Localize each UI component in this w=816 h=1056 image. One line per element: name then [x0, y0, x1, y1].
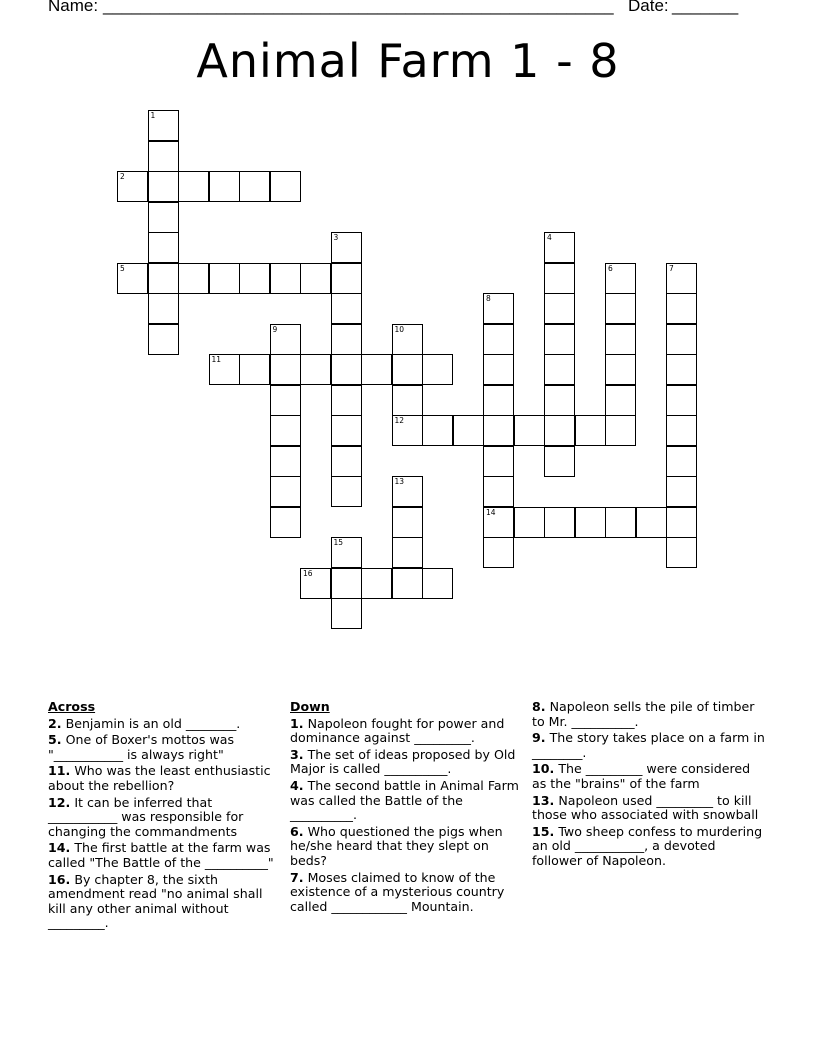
grid-cell[interactable]: [605, 507, 636, 538]
grid-cell[interactable]: [666, 476, 697, 507]
clue-number: 7: [669, 263, 674, 273]
clue-text: The _________ were considered as the "brains" of the farm: [532, 761, 751, 791]
clue-number-label: 2.: [48, 715, 62, 731]
grid-cell[interactable]: [239, 171, 270, 202]
grid-cell[interactable]: [544, 354, 575, 385]
clue-number: 4: [547, 233, 552, 242]
grid-cell[interactable]: [666, 324, 697, 355]
clue-text: Who questioned the pigs when he/she heard that they slept on beds?: [290, 823, 503, 868]
grid-cell[interactable]: [605, 324, 636, 355]
clue-item: [48, 841, 276, 870]
clue-text: Two sheep confess to murdering an old ___________, a devoted follower of Napoleon.: [532, 823, 763, 868]
grid-cell[interactable]: [544, 446, 575, 477]
grid-cell[interactable]: [483, 293, 514, 324]
grid-cell[interactable]: [666, 415, 697, 446]
down-clues: [290, 700, 520, 916]
grid-cell[interactable]: [483, 446, 514, 477]
clue-number-label: 10.: [532, 761, 555, 777]
clue-number-label: 13.: [532, 792, 555, 808]
grid-cell[interactable]: [666, 293, 697, 324]
clue-number: 16: [303, 568, 313, 578]
clue-text: Napoleon used _________ to kill those who associated with snowball: [532, 792, 759, 823]
clue-text: The story takes place on a farm in ________.: [532, 730, 765, 760]
down-heading: Down: [290, 699, 330, 714]
across-clues: [48, 700, 276, 933]
grid-cell[interactable]: [148, 232, 179, 263]
grid-cell[interactable]: [178, 263, 209, 294]
grid-cell[interactable]: [148, 202, 179, 233]
grid-cell[interactable]: [392, 354, 423, 385]
grid-cell[interactable]: [544, 415, 575, 446]
grid-cell[interactable]: [117, 263, 148, 294]
clue-item: [532, 731, 768, 760]
clue-item: [532, 825, 768, 869]
grid-cell[interactable]: [270, 171, 301, 202]
clue-item: [290, 825, 520, 869]
clue-item: [532, 794, 768, 823]
header: [48, 0, 768, 18]
clue-number: 3: [333, 233, 339, 242]
grid-cell[interactable]: [453, 415, 484, 446]
grid-cell[interactable]: [270, 354, 301, 385]
grid-cell[interactable]: [483, 476, 514, 507]
clue-item: [290, 717, 520, 746]
grid-cell[interactable]: [148, 263, 179, 294]
clue-number-label: 9.: [532, 730, 546, 746]
clue-number-label: 12.: [48, 794, 71, 810]
clue-number: 9: [272, 324, 278, 334]
clue-number: 1: [150, 111, 156, 120]
grid-cell[interactable]: [392, 415, 423, 446]
grid-cell[interactable]: [331, 446, 362, 477]
grid-cell[interactable]: [666, 446, 697, 477]
clue-number-label: 3.: [290, 746, 304, 762]
grid-cell[interactable]: [361, 568, 392, 599]
grid-cell[interactable]: [422, 415, 453, 446]
clue-item: [48, 796, 276, 840]
grid-cell[interactable]: [392, 537, 423, 568]
grid-cell[interactable]: [300, 568, 331, 599]
grid-cell[interactable]: [361, 354, 392, 385]
grid-cell[interactable]: [422, 354, 453, 385]
grid-cell[interactable]: [666, 385, 697, 416]
clue-item: [532, 700, 768, 729]
grid-cell[interactable]: [636, 507, 667, 538]
grid-cell[interactable]: [270, 324, 301, 355]
grid-cell[interactable]: [392, 507, 423, 538]
grid-cell[interactable]: [605, 263, 636, 294]
grid-cell[interactable]: [666, 263, 697, 294]
clue-number-label: 11.: [48, 763, 71, 779]
clue-number-label: 6.: [290, 823, 304, 839]
clue-number-label: 4.: [290, 777, 304, 793]
grid-cell[interactable]: [483, 354, 514, 385]
clue-text: One of Boxer's mottos was "___________ is always right": [48, 732, 235, 762]
grid-cell[interactable]: [483, 324, 514, 355]
grid-cell[interactable]: [331, 232, 362, 263]
clue-text: The set of ideas proposed by Old Major is called __________.: [290, 746, 516, 777]
grid-cell[interactable]: [117, 171, 148, 202]
grid-cell[interactable]: [483, 537, 514, 568]
clue-number: 12: [394, 416, 405, 425]
across-heading: Across: [48, 699, 96, 714]
grid-cell[interactable]: [575, 415, 606, 446]
name-label: Name:: [48, 0, 99, 15]
clue-text: Moses claimed to know of the existence of a mysterious country called ____________ Mountain.: [290, 869, 505, 914]
clue-item: [48, 733, 276, 762]
clue-number: 11: [211, 355, 222, 364]
clue-text: It can be inferred that ___________ was responsible for changing the commandments: [48, 794, 244, 839]
grid-cell[interactable]: [270, 263, 301, 294]
grid-cell[interactable]: [605, 293, 636, 324]
grid-cell[interactable]: [514, 415, 545, 446]
clue-text: Benjamin is an old ________.: [61, 715, 241, 731]
clue-item: [532, 762, 768, 791]
grid-cell[interactable]: [270, 507, 301, 538]
grid-cell[interactable]: [148, 171, 179, 202]
grid-cell[interactable]: [666, 537, 697, 568]
clue-item: [48, 717, 276, 732]
grid-cell[interactable]: [331, 568, 362, 599]
clue-number-label: 16.: [48, 871, 71, 887]
grid-cell[interactable]: [148, 110, 179, 141]
grid-cell[interactable]: [209, 171, 240, 202]
grid-cell[interactable]: [544, 232, 575, 263]
grid-cell[interactable]: [666, 507, 697, 538]
grid-cell[interactable]: [331, 385, 362, 416]
grid-cell[interactable]: [483, 415, 514, 446]
clue-text: The first battle at the farm was called "The Battle of the __________": [48, 840, 274, 870]
grid-cell[interactable]: [331, 598, 362, 629]
grid-cell[interactable]: [148, 141, 179, 172]
clue-number: 2: [120, 172, 125, 181]
grid-cell[interactable]: [392, 385, 423, 416]
grid-cell[interactable]: [270, 446, 301, 477]
clue-number-label: 1.: [290, 715, 304, 731]
grid-cell[interactable]: [331, 293, 362, 324]
grid-cell[interactable]: [331, 324, 362, 355]
grid-cell[interactable]: [514, 507, 545, 538]
grid-cell[interactable]: [178, 171, 209, 202]
grid-cell[interactable]: [544, 293, 575, 324]
clue-number: 13: [394, 477, 405, 486]
clue-number-label: 7.: [290, 869, 304, 885]
down-clue-list-continued: [532, 700, 768, 869]
date-blank-line[interactable]: _______: [672, 0, 739, 15]
grid-cell[interactable]: [605, 415, 636, 446]
grid-cell[interactable]: [392, 568, 423, 599]
clue-item: [48, 764, 276, 793]
grid-cell[interactable]: [270, 476, 301, 507]
clue-number-label: 8.: [532, 699, 546, 714]
clue-text: Napoleon fought for power and dominance against _________.: [290, 715, 505, 746]
grid-cell[interactable]: [422, 568, 453, 599]
clue-number-label: 5.: [48, 732, 62, 748]
clue-item: [290, 748, 520, 777]
grid-cell[interactable]: [544, 385, 575, 416]
clue-number: 14: [486, 507, 496, 517]
grid-cell[interactable]: [300, 354, 331, 385]
date-label: Date:: [628, 0, 669, 15]
clue-number-label: 14.: [48, 840, 71, 856]
grid-cell[interactable]: [300, 263, 331, 294]
clue-number: 6: [608, 263, 613, 273]
clue-text: By chapter 8, the sixth amendment read "no animal shall kill any other animal without _________.: [48, 871, 263, 931]
clue-item: [290, 779, 520, 823]
down-clues-continued: [532, 700, 768, 871]
clue-number: 5: [120, 263, 125, 273]
clue-text: Who was the least enthusiastic about the rebellion?: [48, 763, 271, 793]
grid-cell[interactable]: [331, 415, 362, 446]
clue-number: 10: [394, 324, 405, 334]
grid-cell[interactable]: [331, 354, 362, 385]
grid-cell[interactable]: [605, 385, 636, 416]
grid-cell[interactable]: [270, 385, 301, 416]
puzzle-title: Animal Farm 1 - 8: [196, 34, 620, 88]
grid-cell[interactable]: [666, 354, 697, 385]
grid-cell[interactable]: [148, 324, 179, 355]
grid-cell[interactable]: [239, 263, 270, 294]
grid-cell[interactable]: [605, 354, 636, 385]
name-blank-line[interactable]: ______________________________________________________: [103, 0, 614, 15]
clue-item: [290, 871, 520, 915]
grid-cell[interactable]: [544, 263, 575, 294]
grid-cell[interactable]: [392, 476, 423, 507]
grid-cell[interactable]: [544, 324, 575, 355]
grid-cell[interactable]: [331, 476, 362, 507]
clue-text: The second battle in Animal Farm was called the Battle of the __________.: [290, 777, 519, 823]
grid-cell[interactable]: [239, 354, 270, 385]
grid-cell[interactable]: [483, 507, 514, 538]
grid-cell[interactable]: [209, 354, 240, 385]
grid-cell[interactable]: [209, 263, 240, 294]
grid-cell[interactable]: [148, 293, 179, 324]
grid-cell[interactable]: [331, 263, 362, 294]
grid-cell[interactable]: [270, 415, 301, 446]
clue-text: Napoleon sells the pile of timber to Mr. __________.: [532, 699, 755, 729]
clue-number: 15: [333, 538, 344, 547]
across-clue-list: [48, 717, 276, 931]
clue-item: [48, 873, 276, 931]
grid-cell[interactable]: [544, 507, 575, 538]
clue-number-label: 15.: [532, 823, 555, 839]
grid-cell[interactable]: [483, 385, 514, 416]
grid-cell[interactable]: [331, 537, 362, 568]
grid-cell[interactable]: [392, 324, 423, 355]
down-clue-list: [290, 717, 520, 915]
clue-number: 8: [486, 294, 491, 303]
grid-cell[interactable]: [575, 507, 606, 538]
